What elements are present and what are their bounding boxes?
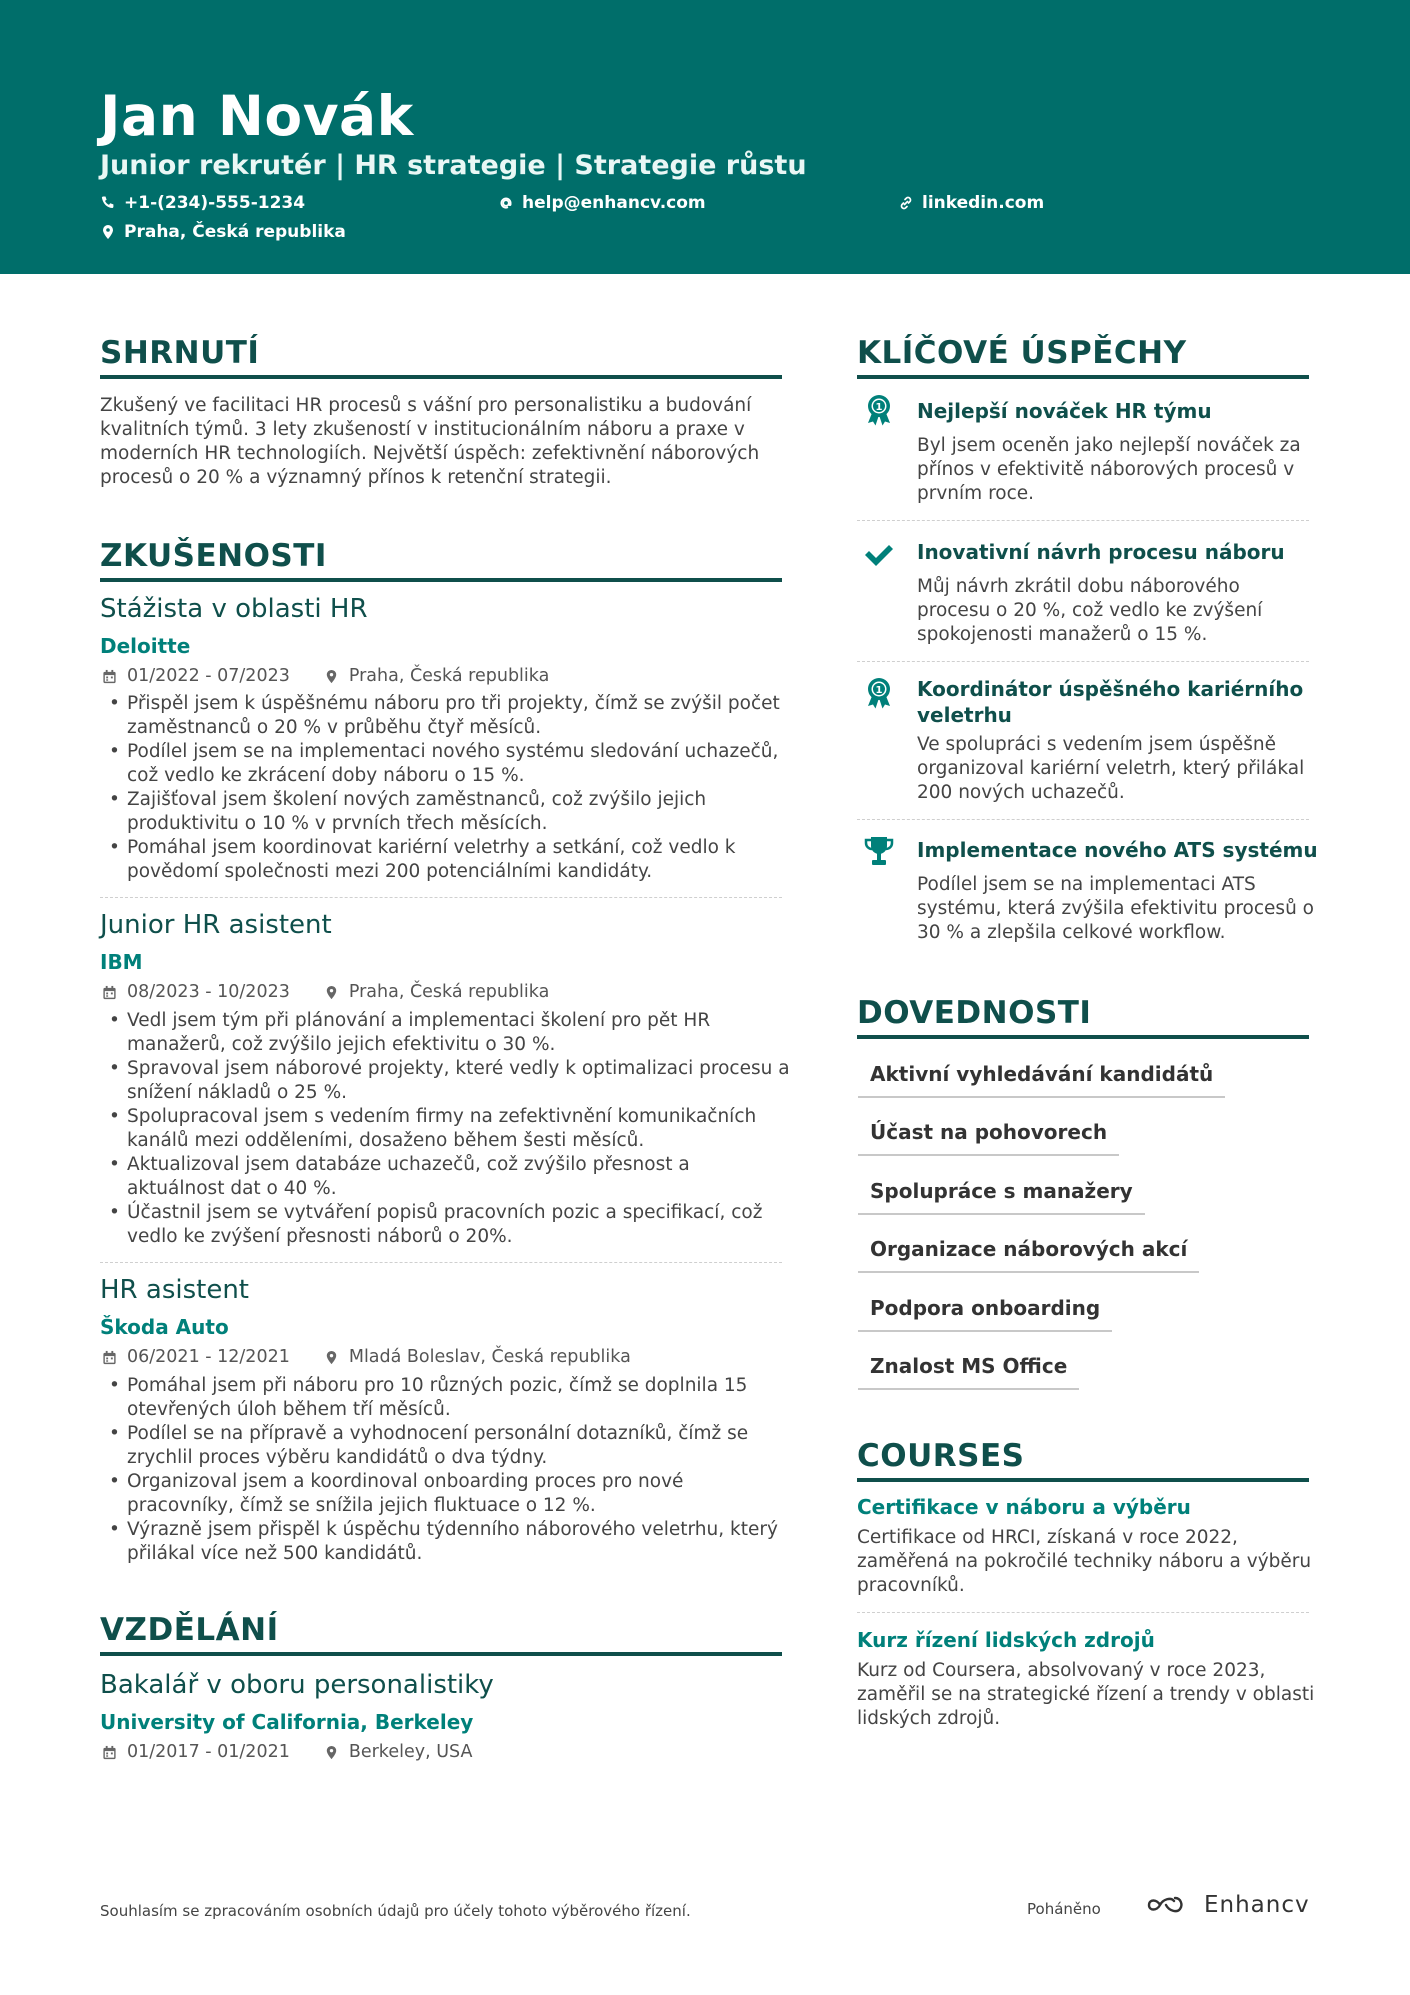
job-bullets — [100, 1009, 800, 1249]
skill-tag: Aktivní vyhledávání kandidátů — [858, 1062, 1225, 1098]
achievement-title: Implementace nového ATS systému — [917, 838, 1318, 862]
education-location: Berkeley, USA — [348, 1742, 473, 1762]
svg-text:1: 1 — [875, 685, 883, 696]
candidate-subtitle: Junior rekrutér | HR strategie | Strategie růstu — [100, 150, 807, 181]
job-separator — [100, 1262, 782, 1263]
summary-heading: SHRNUTÍ — [100, 335, 260, 371]
achievement-separator — [857, 819, 1309, 820]
job-location: Praha, Česká republika — [348, 982, 550, 1002]
job-dates: 06/2021 - 12/2021 — [127, 1347, 290, 1367]
phone-text: +1-(234)-555-1234 — [124, 193, 306, 213]
summary-line: moderních HR technologiích. Největší úspěch: zefektivnění náborových — [100, 443, 760, 464]
bullet-item: • Aktualizoval jsem databáze uchazečů, což zvýšilo přesnost a aktuálnost dat o 40 %. — [100, 1153, 800, 1201]
job-title: Stážista v oblasti HR — [100, 594, 368, 624]
linkedin-text[interactable]: linkedin.com — [922, 193, 1045, 213]
consent-note: Souhlasím se zpracováním osobních údajů pro účely tohoto výběrového řízení. — [100, 1902, 691, 1920]
calendar-icon — [102, 985, 117, 1000]
bullet-item: • Spravoval jsem náborové projekty, které vedly k optimalizaci procesu a snížení nákladů o 25 %. — [100, 1057, 800, 1105]
course-desc: Kurz od Coursera, absolvovaný v roce 2023, zaměřil se na strategické řízení a trendy v oblasti lidských zdrojů. — [857, 1660, 1315, 1729]
summary-line: Zkušený ve facilitaci HR procesů s vášní pro personalistiku a budování — [100, 395, 752, 416]
enhancv-brand-name: Enhancv — [1204, 1892, 1310, 1918]
calendar-icon — [102, 669, 117, 684]
achievements-divider — [857, 375, 1309, 379]
bullet-item: • Vedl jsem tým při plánování a implementaci školení pro pět HR manažerů, což zvýšilo jejich efektivitu o 30 %. — [100, 1009, 800, 1057]
courses-divider — [857, 1478, 1309, 1482]
experience-divider — [100, 578, 782, 582]
achievement-separator — [857, 520, 1309, 521]
bullet-item: • Pomáhal jsem při náboru pro 10 různých pozic, čímž se doplnila 15 otevřených úloh během tří měsíců. — [100, 1374, 800, 1422]
education-heading: VZDĚLÁNÍ — [100, 1612, 279, 1648]
skill-tag: Podpora onboarding — [858, 1296, 1112, 1332]
bullet-item: • Organizoval jsem a koordinoval onboarding proces pro nové pracovníky, čímž se snížila jejich fluktuace o 12 %. — [100, 1470, 800, 1518]
at-sign-icon — [498, 195, 514, 211]
phone-icon — [100, 195, 116, 211]
achievement-title: Koordinátor úspěšného kariérního veletrhu — [917, 677, 1304, 727]
courses-heading: COURSES — [857, 1438, 1025, 1474]
bullet-item: • Pomáhal jsem koordinovat kariérní veletrhy a setkání, což vedlo k povědomí společnosti mezi 200 potenciálními kandidáty. — [100, 836, 800, 884]
job-dates: 08/2023 - 10/2023 — [127, 982, 290, 1002]
job-company: IBM — [100, 950, 143, 974]
contact-email[interactable] — [498, 193, 706, 213]
course-desc: Certifikace od HRCI, získaná v roce 2022, zaměřená na pokročilé techniky náboru a výběru pracovníků. — [857, 1527, 1312, 1596]
location-pin-icon — [324, 1745, 339, 1760]
bullet-item: • Zajišťoval jsem školení nových zaměstnanců, což zvýšilo jejich produktivitu o 10 % v prvních třech měsících. — [100, 788, 800, 836]
skills-heading: DOVEDNOSTI — [857, 995, 1092, 1031]
bullet-item: • Podílel jsem se na implementaci nového systému sledování uchazečů, což vedlo ke zkrácení doby náboru o 15 %. — [100, 740, 800, 788]
bullet-item: • Účastnil jsem se vytváření popisů pracovních pozic a specifikací, což vedlo ke zvýšení přesnosti náborů o 20%. — [100, 1201, 800, 1249]
summary-line: procesů o 20 % a významný přínos k retenční strategii. — [100, 467, 612, 488]
resume-header — [0, 0, 1410, 274]
calendar-icon — [102, 1745, 117, 1760]
bullet-item: • Přispěl jsem k úspěšnému náboru pro tři projekty, čímž se zvýšil počet zaměstnanců o 20 % v průběhu čtyř měsíců. — [100, 692, 800, 740]
email-text[interactable]: help@enhancv.com — [522, 193, 706, 213]
enhancv-logo-icon — [1146, 1892, 1194, 1918]
trophy-icon — [862, 834, 896, 868]
achievement-title: Inovativní návrh procesu náboru — [917, 540, 1285, 564]
job-location: Praha, Česká republika — [348, 666, 550, 686]
job-meta — [102, 982, 549, 1002]
achievement-desc: Byl jsem oceněn jako nejlepší nováček za přínos v efektivitě náborových procesů v prvním roce. — [917, 435, 1301, 504]
award-ribbon-icon — [862, 393, 896, 427]
link-icon — [898, 195, 914, 211]
course-separator — [857, 1612, 1309, 1613]
achievement-desc: Ve spolupráci s vedením jsem úspěšně organizoval kariérní veletrh, který přilákal 200 nových uchazečů. — [917, 734, 1305, 803]
location-text: Praha, Česká republika — [124, 222, 346, 242]
award-ribbon-icon — [862, 676, 896, 710]
skills-divider — [857, 1035, 1309, 1039]
job-bullets — [100, 692, 800, 884]
education-divider — [100, 1652, 782, 1656]
achievement-title: Nejlepší nováček HR týmu — [917, 399, 1212, 423]
achievement-desc: Podílel jsem se na implementaci ATS systému, která zvýšila efektivitu procesů o 30 % a zlepšila celkové workflow. — [917, 874, 1314, 943]
course-title: Kurz řízení lidských zdrojů — [857, 1628, 1155, 1652]
skill-tag: Účast na pohovorech — [858, 1120, 1119, 1156]
bullet-item: • Spolupracoval jsem s vedením firmy na zefektivnění komunikačních kanálů mezi odděleními, dosaženo během šesti měsíců. — [100, 1105, 800, 1153]
powered-by-label: Poháněno — [1027, 1900, 1101, 1918]
enhancv-logo[interactable] — [1146, 1892, 1310, 1918]
summary-divider — [100, 375, 782, 379]
contact-phone — [100, 193, 305, 213]
bullet-item: • Podílel se na přípravě a vyhodnocení personální dotazníků, čímž se zrychlil proces výběru kandidátů o dva týdny. — [100, 1422, 800, 1470]
candidate-name: Jan Novák — [100, 84, 414, 148]
achievement-desc: Můj návrh zkrátil dobu náborového procesu o 20 %, což vedlo ke zvýšení spokojenosti manažerů o 15 %. — [917, 576, 1263, 645]
location-pin-icon — [324, 1350, 339, 1365]
contact-location — [100, 222, 346, 242]
job-title: Junior HR asistent — [100, 910, 332, 940]
achievements-heading: KLÍČOVÉ ÚSPĚCHY — [857, 335, 1187, 371]
job-separator — [100, 897, 782, 898]
education-meta — [102, 1742, 472, 1762]
job-company: Škoda Auto — [100, 1315, 229, 1339]
education-dates: 01/2017 - 01/2021 — [127, 1742, 290, 1762]
course-title: Certifikace v náboru a výběru — [857, 1495, 1191, 1519]
location-pin-icon — [100, 224, 116, 240]
job-company: Deloitte — [100, 634, 191, 658]
job-location: Mladá Boleslav, Česká republika — [348, 1347, 631, 1367]
contact-linkedin[interactable] — [898, 193, 1044, 213]
checkmark-icon — [862, 538, 896, 572]
location-pin-icon — [324, 985, 339, 1000]
job-bullets — [100, 1374, 800, 1566]
job-title: HR asistent — [100, 1275, 249, 1305]
achievement-separator — [857, 661, 1309, 662]
education-degree: Bakalář v oboru personalistiky — [100, 1670, 494, 1700]
summary-line: kvalitních týmů. 3 lety zkušeností v institucionálním náboru a praxe v — [100, 419, 745, 440]
skill-tag: Organizace náborových akcí — [858, 1237, 1199, 1273]
education-school: University of California, Berkeley — [100, 1710, 474, 1734]
calendar-icon — [102, 1350, 117, 1365]
job-meta — [102, 1347, 631, 1367]
skill-tag: Znalost MS Office — [858, 1354, 1079, 1390]
bullet-item: • Výrazně jsem přispěl k úspěchu týdenního náborového veletrhu, který přilákal více než 500 kandidátů. — [100, 1518, 800, 1566]
summary-text — [100, 394, 800, 490]
location-pin-icon — [324, 669, 339, 684]
svg-text:1: 1 — [875, 402, 883, 413]
experience-heading: ZKUŠENOSTI — [100, 538, 327, 574]
skill-tag: Spolupráce s manažery — [858, 1179, 1145, 1215]
job-dates: 01/2022 - 07/2023 — [127, 666, 290, 686]
job-meta — [102, 666, 549, 686]
